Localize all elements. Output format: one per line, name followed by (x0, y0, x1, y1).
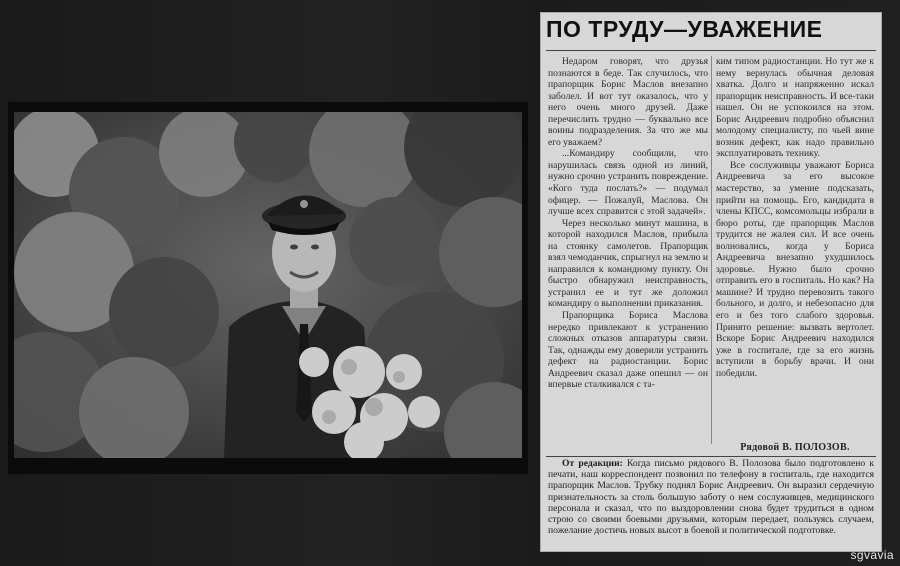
photo-image (14, 112, 522, 458)
article-column-left (548, 56, 708, 440)
paragraph: Недаром говорят, что друзья познаются в беде. Так случилось, что прапорщик Борис Маслов внезапно заболел. И вот тут оказалось, что у него очень много друзей. Даже перечислить трудно — буквально все воины подразделения. За что же мы его уважаем? (548, 56, 708, 148)
column-divider (711, 56, 712, 444)
watermark: sgvavia (850, 548, 894, 562)
paragraph: Прапорщика Бориса Маслова нередко привлекают к устранению сложных отказов аппаратуры связи. Так, однажды ему доверили устранить дефект на радиостанции. Борис Андреевич сказал даже опешил — он впервые сталкивался с та- (548, 310, 708, 391)
photo-soldier-with-flowers (14, 112, 522, 458)
photo-frame (8, 102, 528, 474)
editor-note-text: Когда письмо рядового В. Полозова было подготовлено к печати, наш корреспондент позвонил по телефону в госпиталь, где находится прапорщик Маслов. Трубку поднял Борис Андреевич. Он выразил сердечную признательность за столь большую заботу о нем сослуживцев, медицинского персонала и сказал, что по выздоровлении снова будет трудиться в одном строю со своими боевыми друзьями, которым передает, пользуясь случаем, пожелание достичь новых высот в боевой и политической подготовке. (548, 458, 874, 537)
editor-note (548, 458, 874, 548)
article-headline: ПО ТРУДУ—УВАЖЕНИЕ (546, 16, 823, 42)
newspaper-clipping (540, 12, 882, 552)
paragraph: Через несколько минут машина, в которой находился Маслов, прибыла на стоянку самолетов. Прапорщик взял чемоданчик, спрыгнул на землю и направился к командному пункту. Он быстро обнаружил неисправность, устранил ее и тут же доложил командиру о выполнении приказания. (548, 217, 708, 310)
article-column-right (716, 56, 874, 440)
paragraph: Все сослуживцы уважают Бориса Андреевича за его высокое мастерство, за умение подсказать, прийти на помощь. Его, кандидата в члены КПСС, комсомольцы избрали в бюро роты, где прапорщик Маслов трудится не жалея сил. И все очень волновались, когда у Бориса Андреевича внезапно ухудшилось здоровье. Нужно было срочно отправить его в госпиталь. Но как? На машине? И трудно перевозить такого больного, и долго, и небезопасно для его и без того слабого здоровья. Принято решение: вызвать вертолет. Вскоре Борис Андреевич находился уже в госпитале, где за его жизнь вступили в борьбу врачи. И они победили. (716, 159, 874, 379)
editor-rule (546, 456, 876, 457)
paragraph: ким типом радиостанции. Но тут же к нему вернулась обычная деловая хватка. Долго и напряженно искал прапорщик неисправность. И все-таки нашел. Он не успокоился на этом. Борис Андреевич подробно объяснил молодому специалисту, по чьей вине возник дефект, как надо правильно эксплуатировать технику. (716, 56, 874, 160)
editor-note-prefix: От редакции: (562, 458, 623, 469)
paragraph: ...Командиру сообщили, что нарушилась связь одной из линий, нужно срочно устранить повреждение. «Кого туда послать?» — подумал офицер. — Пожалуй, Маслова. Он лучше всех справится с этой задачей». (548, 148, 708, 218)
article-author: Рядовой В. ПОЛОЗОВ. (740, 442, 850, 453)
headline-rule (546, 50, 876, 51)
